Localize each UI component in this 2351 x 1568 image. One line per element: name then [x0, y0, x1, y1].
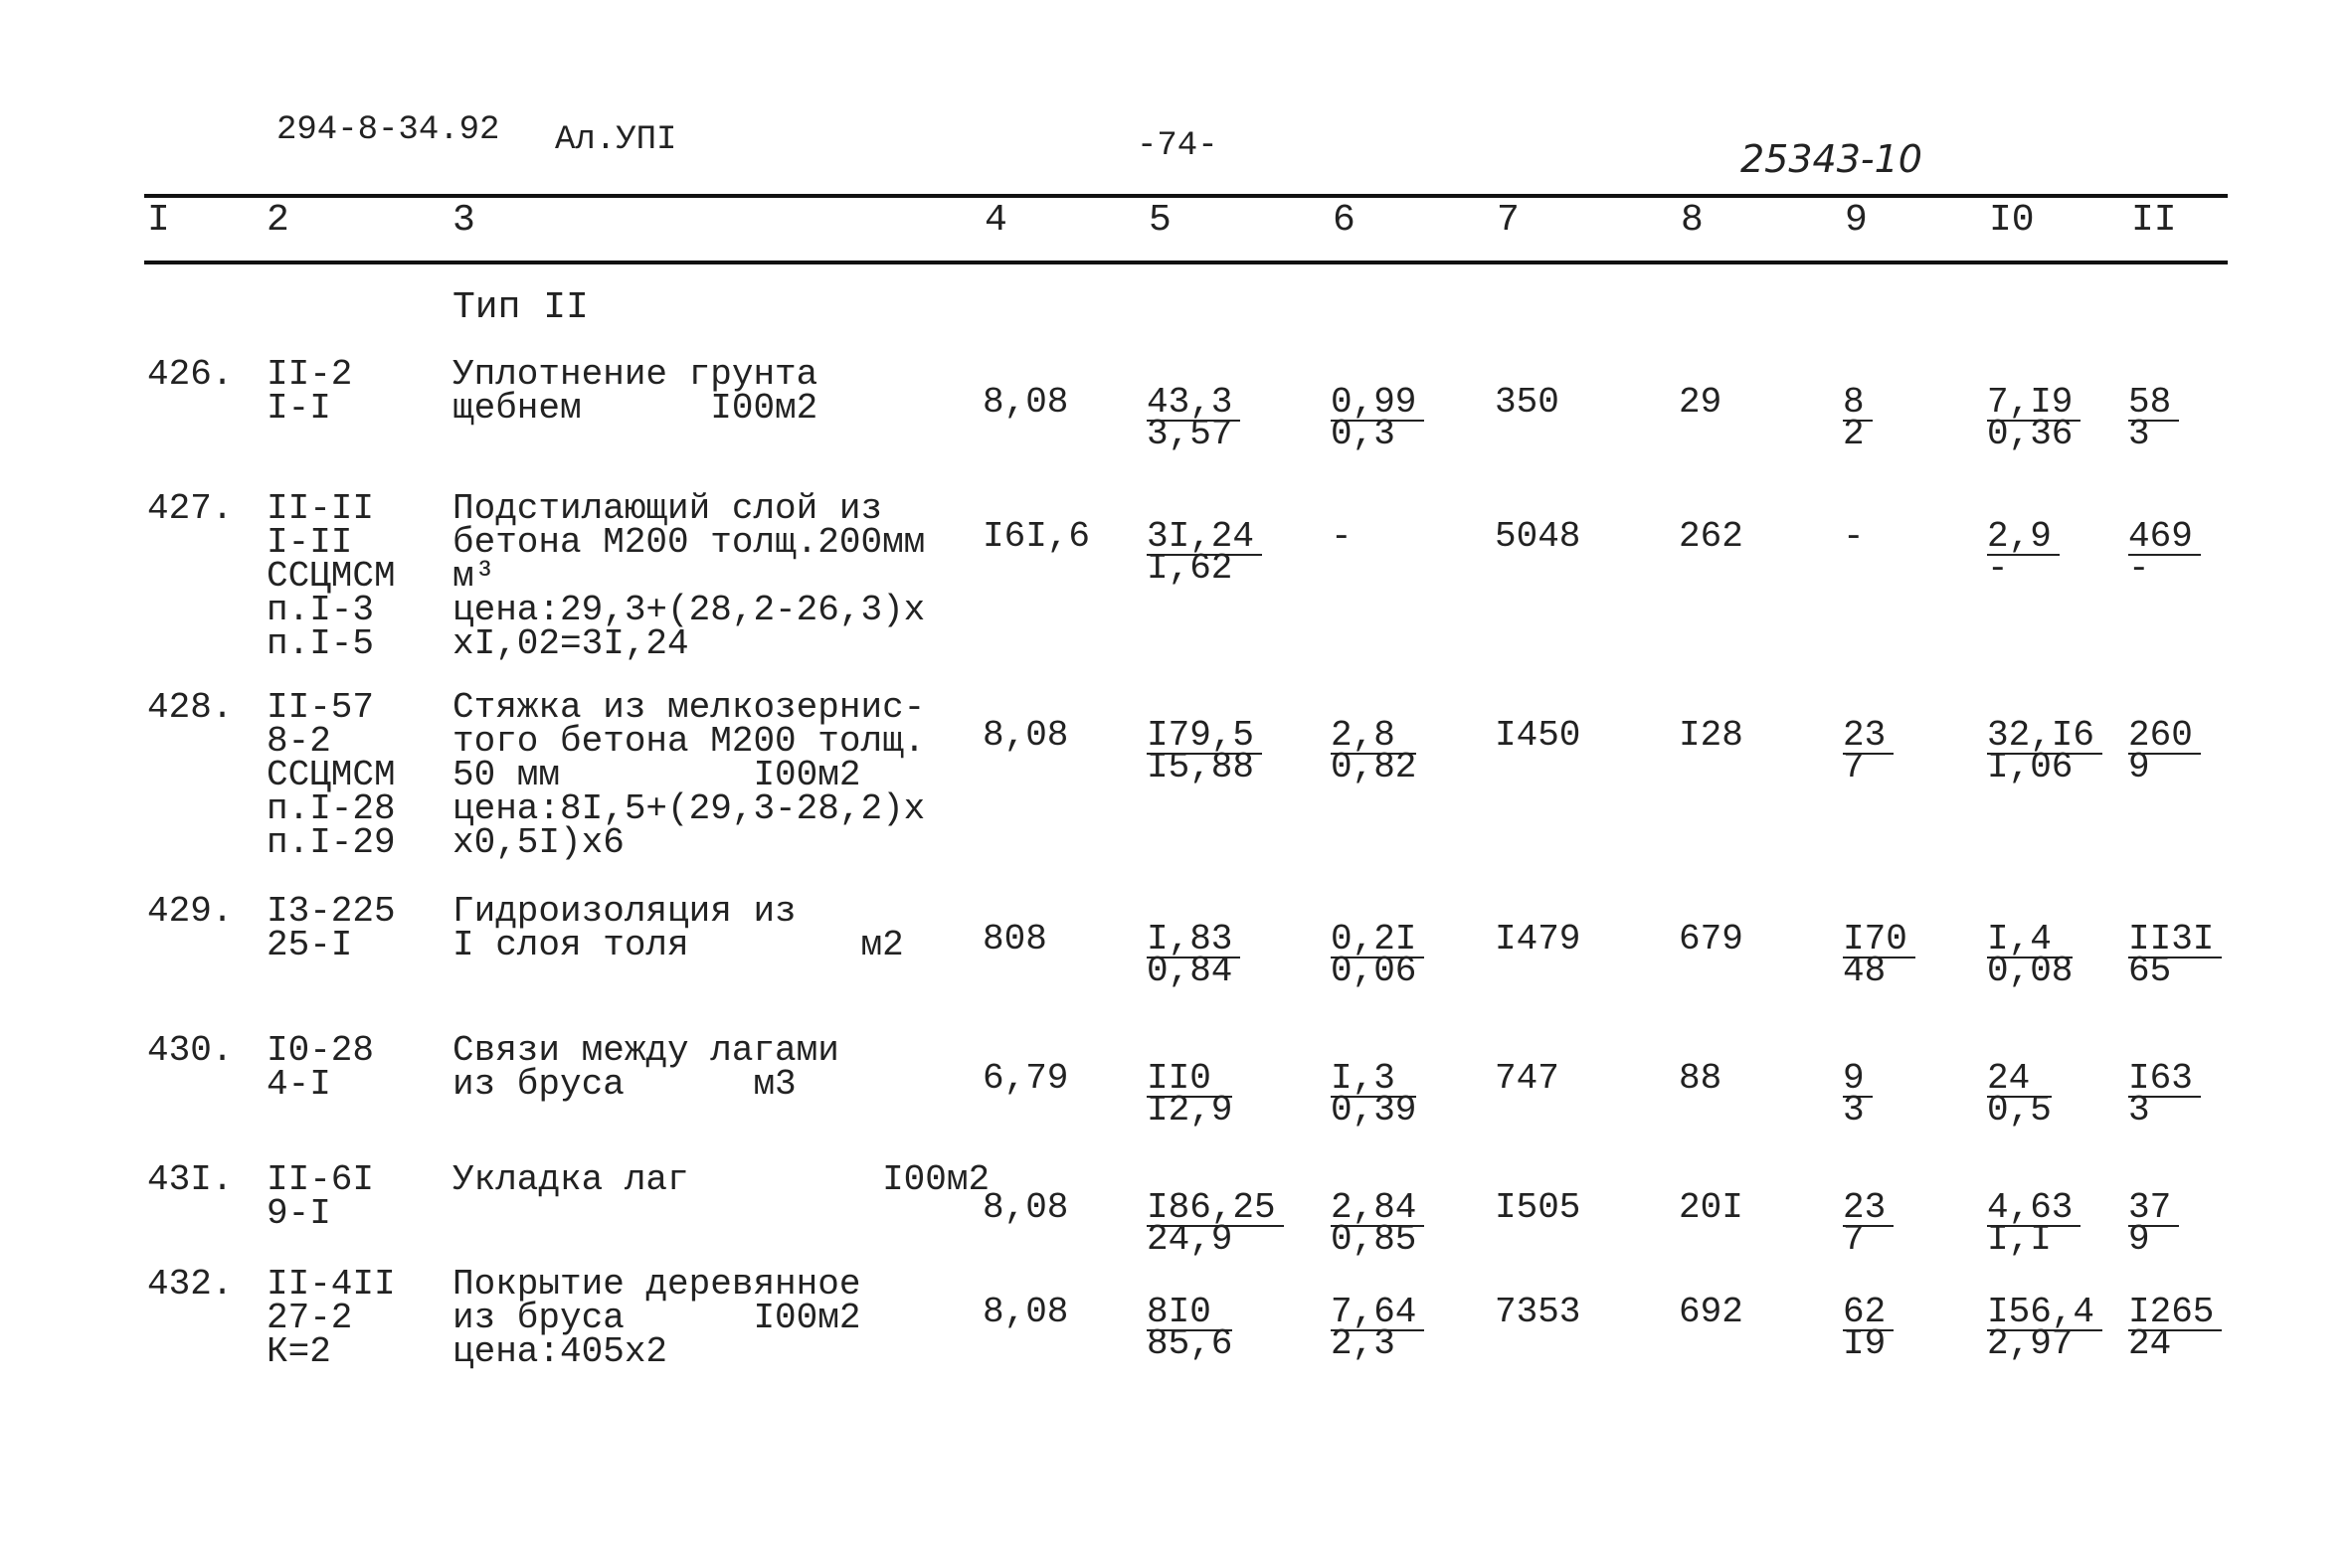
cell-c7: I479 — [1495, 919, 1581, 959]
fraction-numerator: 0,99 — [1331, 386, 1424, 422]
cell-code — [267, 1030, 375, 1105]
cell-c7: 747 — [1495, 1058, 1559, 1099]
fraction-numerator: 37 — [2128, 1191, 2179, 1227]
cell-code — [267, 1159, 375, 1234]
cell-line: ССЦМСМ — [267, 755, 396, 795]
cell-c4: 8,08 — [983, 1292, 1069, 1332]
fraction-numerator: I79,5 — [1147, 719, 1262, 755]
fraction-numerator: I,3 — [1331, 1062, 1416, 1098]
cell-c7: I450 — [1495, 715, 1581, 756]
fraction-numerator: I,4 — [1987, 923, 2073, 958]
fraction-numerator: I70 — [1843, 923, 1915, 958]
fraction-denominator: - — [2128, 548, 2150, 589]
cell-c4: 8,08 — [983, 1187, 1069, 1228]
fraction-denominator: 0,36 — [1987, 414, 2074, 454]
cell-line: п.I-3 — [267, 590, 375, 630]
fraction-denominator: 65 — [2128, 951, 2172, 991]
fraction-c11 — [2128, 516, 2201, 589]
cell-c7: 350 — [1495, 382, 1559, 423]
fraction-c11 — [2128, 1187, 2179, 1260]
fraction-numerator: 43,3 — [1147, 386, 1240, 422]
table-header-rule — [144, 261, 2228, 264]
cell-line: Покрытие деревянное — [452, 1264, 861, 1305]
cell-c4: I6I,6 — [983, 516, 1091, 557]
cell-code — [267, 687, 396, 863]
cell-line: п.I-29 — [267, 822, 396, 863]
cell-line: II-II — [267, 488, 375, 529]
fraction-c10 — [1987, 715, 2102, 787]
cell-num: 428. — [147, 687, 234, 728]
fraction-numerator: II0 — [1147, 1062, 1232, 1098]
fraction-denominator: I2,9 — [1147, 1090, 1233, 1131]
fraction-denominator: 3,57 — [1147, 414, 1233, 454]
cell-line: Подстилающий слой из — [452, 488, 883, 529]
fraction-denominator: 24,9 — [1147, 1219, 1233, 1260]
fraction-denominator: 0,08 — [1987, 951, 2074, 991]
fraction-numerator: 260 — [2128, 719, 2201, 755]
cell-line: I-I — [267, 388, 331, 429]
fraction-c5 — [1147, 516, 1262, 589]
column-header-1: I — [147, 199, 170, 242]
column-header-2: 2 — [267, 199, 289, 242]
fraction-denominator: I5,88 — [1147, 747, 1255, 787]
column-header-4: 4 — [985, 199, 1007, 242]
fraction-denominator: 0,5 — [1987, 1090, 2052, 1131]
fraction-denominator: 0,85 — [1331, 1219, 1417, 1260]
cell-desc — [452, 354, 818, 429]
fraction-numerator: 2,9 — [1987, 520, 2060, 556]
fraction-numerator: 4,63 — [1987, 1191, 2080, 1227]
cell-line: Укладка лаг I00м2 — [452, 1159, 991, 1200]
fraction-denominator: 2 — [1843, 414, 1865, 454]
cell-line: Гидроизоляция из — [452, 891, 797, 932]
fraction-denominator: 3 — [1843, 1090, 1865, 1131]
fraction-denominator: 3 — [2128, 414, 2150, 454]
cell-c8: 88 — [1679, 1058, 1722, 1099]
fraction-denominator: 0,39 — [1331, 1090, 1417, 1131]
cell-c6: - — [1331, 516, 1353, 557]
cell-c4: 8,08 — [983, 715, 1069, 756]
fraction-denominator: 9 — [2128, 747, 2150, 787]
fraction-numerator: 2,84 — [1331, 1191, 1424, 1227]
cell-line: цена:8I,5+(29,3-28,2)х — [452, 788, 926, 829]
album-number: Ал.УПI — [555, 121, 677, 159]
cell-c8: 20I — [1679, 1187, 1743, 1228]
fraction-denominator: 0,82 — [1331, 747, 1417, 787]
fraction-numerator: 62 — [1843, 1296, 1894, 1331]
cell-line: 27-2 — [267, 1298, 353, 1338]
fraction-denominator: - — [1987, 548, 2009, 589]
column-header-6: 6 — [1333, 199, 1356, 242]
section-title: Тип II — [452, 286, 589, 329]
fraction-c9 — [1843, 715, 1894, 787]
cell-line: 9-I — [267, 1193, 331, 1234]
fraction-c9 — [1843, 382, 1873, 454]
document-reference: 294-8-34.92 — [276, 111, 500, 149]
column-header-10: I0 — [1989, 199, 2035, 242]
cell-line: II-2 — [267, 354, 353, 395]
column-header-8: 8 — [1681, 199, 1704, 242]
fraction-numerator: 23 — [1843, 719, 1894, 755]
cell-line: цена:29,3+(28,2-26,3)х — [452, 590, 926, 630]
cell-desc — [452, 1159, 991, 1200]
fraction-c5 — [1147, 715, 1262, 787]
cell-c9: - — [1843, 516, 1865, 557]
fraction-denominator: 3 — [2128, 1090, 2150, 1131]
fraction-numerator: 7,64 — [1331, 1296, 1424, 1331]
fraction-c11 — [2128, 919, 2222, 991]
fraction-numerator: 24 — [1987, 1062, 2052, 1098]
fraction-numerator: II3I — [2128, 923, 2222, 958]
cell-code — [267, 354, 353, 429]
fraction-numerator: I56,4 — [1987, 1296, 2102, 1331]
cell-line: I слоя толя м2 — [452, 925, 904, 965]
fraction-numerator: I86,25 — [1147, 1191, 1284, 1227]
fraction-denominator: 7 — [1843, 1219, 1865, 1260]
fraction-c9 — [1843, 919, 1915, 991]
cell-line: бетона М200 толщ.200мм — [452, 522, 926, 563]
fraction-numerator: 8 — [1843, 386, 1873, 422]
fraction-numerator: I63 — [2128, 1062, 2201, 1098]
cell-line: хI,02=3I,24 — [452, 623, 689, 664]
column-header-11: II — [2131, 199, 2177, 242]
fraction-c5 — [1147, 382, 1240, 454]
cell-line: п.I-28 — [267, 788, 396, 829]
fraction-numerator: 58 — [2128, 386, 2179, 422]
column-header-9: 9 — [1845, 199, 1868, 242]
fraction-c5 — [1147, 1058, 1233, 1131]
cell-line: 4-I — [267, 1064, 331, 1105]
column-header-7: 7 — [1497, 199, 1520, 242]
fraction-c5 — [1147, 1187, 1284, 1260]
fraction-c9 — [1843, 1292, 1894, 1364]
fraction-c10 — [1987, 516, 2060, 589]
fraction-c6 — [1331, 1058, 1417, 1131]
fraction-c10 — [1987, 1058, 2052, 1131]
fraction-c6 — [1331, 919, 1424, 991]
cell-line: м³ — [452, 556, 496, 597]
cell-line: Стяжка из мелкозернис- — [452, 687, 926, 728]
fraction-denominator: 2,97 — [1987, 1323, 2074, 1364]
cell-code — [267, 1264, 396, 1372]
cell-desc — [452, 1030, 839, 1105]
fraction-denominator: I,06 — [1987, 747, 2074, 787]
cell-c8: 679 — [1679, 919, 1743, 959]
cell-line: Связи между лагами — [452, 1030, 839, 1071]
cell-c8: I28 — [1679, 715, 1743, 756]
cell-line: II-57 — [267, 687, 375, 728]
cell-line: 8-2 — [267, 721, 331, 762]
cell-c7: 5048 — [1495, 516, 1581, 557]
fraction-c10 — [1987, 1292, 2102, 1364]
fraction-numerator: 0,2I — [1331, 923, 1424, 958]
table-top-rule — [144, 194, 2228, 198]
cell-desc — [452, 687, 926, 863]
cell-c8: 262 — [1679, 516, 1743, 557]
fraction-c11 — [2128, 1292, 2222, 1364]
cell-c8: 692 — [1679, 1292, 1743, 1332]
cell-line: цена:405х2 — [452, 1331, 668, 1372]
cell-num: 432. — [147, 1264, 234, 1305]
fraction-denominator: 0,06 — [1331, 951, 1417, 991]
cell-num: 427. — [147, 488, 234, 529]
cell-line: х0,5I)х6 — [452, 822, 625, 863]
fraction-denominator: I9 — [1843, 1323, 1887, 1364]
fraction-c10 — [1987, 919, 2074, 991]
fraction-denominator: I,62 — [1147, 548, 1233, 589]
fraction-numerator: 32,I6 — [1987, 719, 2102, 755]
cell-c7: 7353 — [1495, 1292, 1581, 1332]
page-number: -74- — [1137, 127, 1218, 165]
fraction-numerator: 2,8 — [1331, 719, 1416, 755]
fraction-c5 — [1147, 1292, 1233, 1364]
fraction-c11 — [2128, 1058, 2201, 1131]
fraction-c11 — [2128, 715, 2201, 787]
cell-line: из бруса I00м2 — [452, 1298, 861, 1338]
fraction-numerator: 23 — [1843, 1191, 1894, 1227]
cell-c4: 8,08 — [983, 382, 1069, 423]
cell-line: I-II — [267, 522, 353, 563]
cell-line: I0-28 — [267, 1030, 375, 1071]
cell-line: п.I-5 — [267, 623, 375, 664]
fraction-c11 — [2128, 382, 2179, 454]
cell-c8: 29 — [1679, 382, 1722, 423]
cell-line: из бруса м3 — [452, 1064, 797, 1105]
cell-line: ССЦМСМ — [267, 556, 396, 597]
cell-num: 426. — [147, 354, 234, 395]
fraction-numerator: I,83 — [1147, 923, 1240, 958]
fraction-numerator: 3I,24 — [1147, 520, 1262, 556]
fraction-denominator: 0,84 — [1147, 951, 1233, 991]
cell-line: I3-225 — [267, 891, 396, 932]
cell-c4: 6,79 — [983, 1058, 1069, 1099]
fraction-numerator: I265 — [2128, 1296, 2222, 1331]
fraction-c9 — [1843, 1187, 1894, 1260]
cell-line: К=2 — [267, 1331, 331, 1372]
cell-line: Уплотнение грунта — [452, 354, 818, 395]
inventory-stamp: 25343-10 — [1740, 137, 1922, 181]
cell-num: 430. — [147, 1030, 234, 1071]
cell-line: II-6I — [267, 1159, 375, 1200]
fraction-denominator: 85,6 — [1147, 1323, 1233, 1364]
cell-num: 429. — [147, 891, 234, 932]
cell-line: II-4II — [267, 1264, 396, 1305]
fraction-c6 — [1331, 1187, 1424, 1260]
fraction-denominator: 2,3 — [1331, 1323, 1395, 1364]
fraction-denominator: 24 — [2128, 1323, 2172, 1364]
fraction-numerator: 9 — [1843, 1062, 1873, 1098]
cell-line: того бетона М200 толщ. — [452, 721, 926, 762]
fraction-c6 — [1331, 1292, 1424, 1364]
column-header-3: 3 — [452, 199, 475, 242]
fraction-numerator: 7,I9 — [1987, 386, 2080, 422]
fraction-c9 — [1843, 1058, 1873, 1131]
cell-desc — [452, 1264, 861, 1372]
fraction-c5 — [1147, 919, 1240, 991]
fraction-c6 — [1331, 715, 1417, 787]
cell-line: 25-I — [267, 925, 353, 965]
column-header-5: 5 — [1149, 199, 1172, 242]
cell-num: 43I. — [147, 1159, 234, 1200]
fraction-c10 — [1987, 382, 2080, 454]
fraction-denominator: 7 — [1843, 747, 1865, 787]
fraction-denominator: I,I — [1987, 1219, 2052, 1260]
fraction-c6 — [1331, 382, 1424, 454]
fraction-denominator: 48 — [1843, 951, 1887, 991]
cell-c7: I505 — [1495, 1187, 1581, 1228]
cell-line: 50 мм I00м2 — [452, 755, 861, 795]
fraction-numerator: 8I0 — [1147, 1296, 1232, 1331]
fraction-numerator: 469 — [2128, 520, 2201, 556]
cell-code — [267, 488, 396, 664]
cell-line: щебнем I00м2 — [452, 388, 818, 429]
cell-code — [267, 891, 396, 965]
fraction-denominator: 0,3 — [1331, 414, 1395, 454]
cell-c4: 808 — [983, 919, 1047, 959]
fraction-denominator: 9 — [2128, 1219, 2150, 1260]
cell-desc — [452, 488, 926, 664]
fraction-c10 — [1987, 1187, 2080, 1260]
cell-desc — [452, 891, 904, 965]
